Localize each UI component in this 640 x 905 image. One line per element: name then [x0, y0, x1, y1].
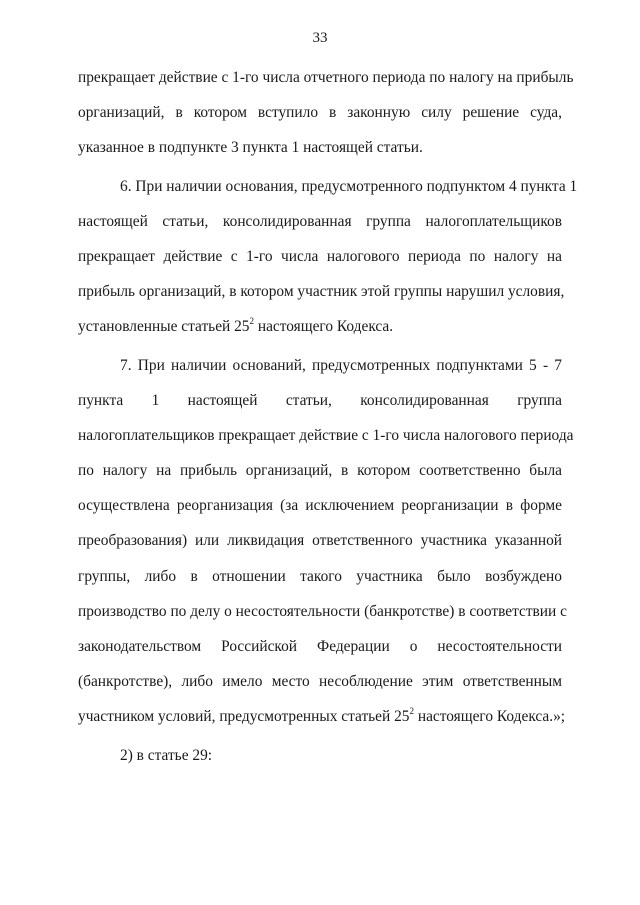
text-line: указанное в подпункте 3 пункта 1 настоящей статьи.: [78, 139, 423, 157]
text-line: 2) в статье 29:: [120, 746, 213, 764]
text-line: прекращает действие с 1-го числа налогового периода по налогу на: [78, 247, 562, 265]
text-fragment: участником условий, предусмотренных статьей 25: [78, 708, 410, 726]
text-line: настоящей статьи, консолидированная группа налогоплательщиков: [78, 212, 562, 230]
text-line: осуществлена реорганизация (за исключением реорганизации в форме: [78, 497, 562, 515]
text-line: прекращает действие с 1-го числа отчетного периода по налогу на прибыль: [78, 69, 574, 86]
text-line: организаций, в котором вступило в законную силу решение суда,: [78, 104, 562, 122]
page-number: 33: [312, 30, 328, 46]
document-body: [78, 60, 578, 773]
paragraph-continuation: [78, 60, 574, 166]
superscript: 2: [409, 706, 414, 717]
text-line: [78, 309, 562, 344]
text-line: законодательством Российской Федерации о несостоятельности: [78, 638, 562, 655]
text-line: группы, либо в отношении такого участника было возбуждено: [78, 567, 562, 585]
text-line: 6. При наличии основания, предусмотренного подпунктом 4 пункта 1: [120, 177, 578, 195]
paragraph-item-7: [78, 348, 574, 735]
text-fragment: настоящего Кодекса.»;: [414, 708, 566, 726]
text-line: по налогу на прибыль организаций, в котором соответственно была: [78, 462, 562, 480]
text-line: пункта 1 настоящей статьи, консолидированная группа: [78, 391, 562, 409]
paragraph-item-2: [78, 738, 562, 773]
text-line: 7. При наличии оснований, предусмотренных подпунктами 5 - 7: [120, 356, 562, 374]
text-line: производство по делу о несостоятельности (банкротстве) в соответствии с: [78, 602, 567, 620]
paragraph-item-6: [78, 169, 578, 345]
text-line: налогоплательщиков прекращает действие с 1-го числа налогового периода: [78, 426, 574, 444]
text-line: [78, 699, 566, 734]
text-line: преобразования) или ликвидация ответственного участника указанной: [78, 532, 562, 550]
superscript: 2: [249, 316, 254, 327]
text-fragment: установленные статьей 25: [78, 318, 250, 336]
text-fragment: настоящего Кодекса.: [254, 318, 394, 336]
text-line: (банкротстве), либо имело место несоблюдение этим ответственным: [78, 673, 562, 691]
text-line: прибыль организаций, в котором участник этой группы нарушил условия,: [78, 283, 565, 301]
